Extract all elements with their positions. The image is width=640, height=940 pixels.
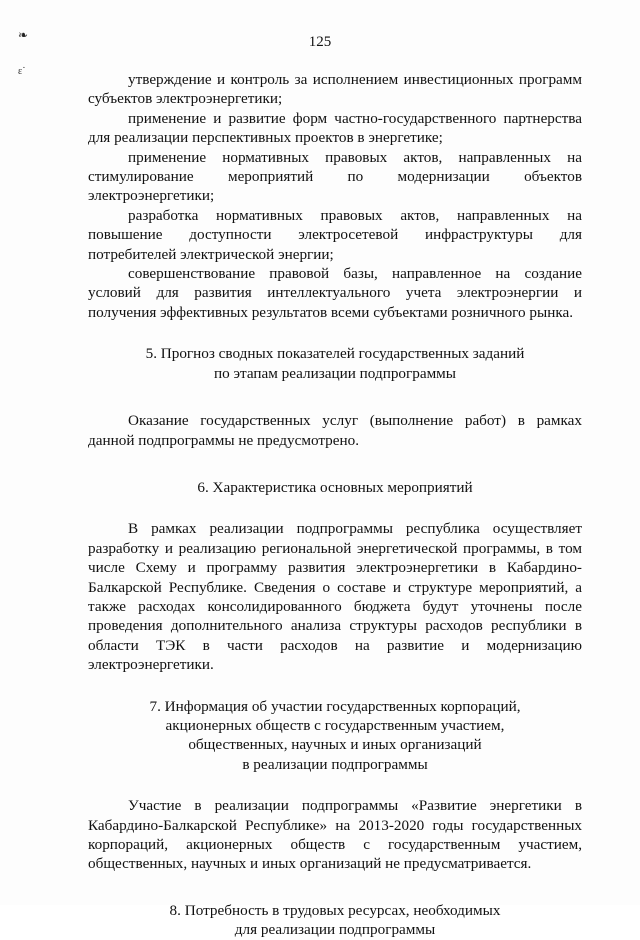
page-number: 125 (308, 34, 332, 50)
scan-mark: ❧ (18, 28, 29, 42)
document-body (88, 70, 582, 940)
section-5-title: 5. Прогноз сводных показателей государственных заданий (145, 345, 525, 363)
list-item: применение и развитие форм частно-государственного партнерства для реализации перспективных проектов в энергетике; (88, 109, 582, 147)
list-item: разработка нормативных правовых актов, направленных на повышение доступности электросетевой инфраструктуры для потребителей электрической энергии; (88, 206, 582, 263)
section-8-title: 8. Потребность в трудовых ресурсах, необходимых (169, 901, 501, 919)
section-7-title: 7. Информация об участии государственных корпораций, (149, 697, 521, 715)
section-7-title-cont: общественных, научных и иных организаций (188, 736, 482, 754)
section-7-text: Участие в реализации подпрограммы «Развитие энергетики в Кабардино-Балкарской Республике» на 2013-2020 годы государственных корпораций, акционерных обществ с государственным участием, общественных, научных и иных организаций не предусматривается. (88, 797, 582, 873)
section-6-title: 6. Характеристика основных мероприятий (197, 478, 473, 496)
section-5-title-cont: по этапам реализации подпрограммы (213, 364, 456, 382)
section-6-text: В рамках реализации подпрограммы республика осуществляет разработку и реализацию региональной энергетической программы, в том числе Схему и программу развития электроэнергетики в Кабардино-Балкарской Республике. Сведения о составе и структуре мероприятий, а также расходах консолидированного бюджета будут уточнены после проведения дополнительного анализа структуры расходов республики в области ТЭК в части расходов на развитие и модернизацию электроэнергетики. (88, 520, 582, 674)
list-item: совершенствование правовой базы, направленное на создание условий для развития интеллектуального учета электроэнергии и получения эффективных результатов всеми субъектами розничного рынка. (88, 265, 582, 321)
section-8-title-cont: для реализации подпрограммы (234, 921, 436, 939)
scan-mark: ε˙ (18, 66, 26, 77)
section-7-title-cont: в реализации подпрограммы (242, 755, 428, 773)
list-item: утверждение и контроль за исполнением инвестиционных программ субъектов электроэнергетики; (88, 71, 582, 108)
list-item: применение нормативных правовых актов, направленных на стимулирование мероприятий по модернизации объектов электроэнергетики; (88, 148, 582, 205)
section-5-text: Оказание государственных услуг (выполнение работ) в рамках данной подпрограммы не предусмотрено. (88, 412, 582, 449)
section-7-title-cont: акционерных обществ с государственным участием, (165, 716, 505, 734)
